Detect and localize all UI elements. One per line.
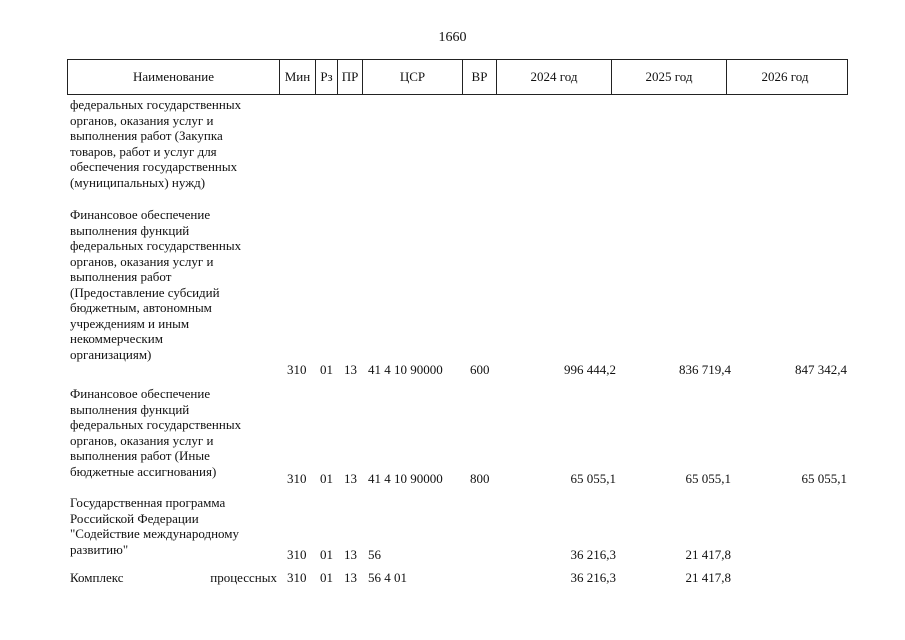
row-2024: 36 216,3 [570,570,616,585]
row-min: 310 [287,471,307,486]
row-2026: 65 055,1 [801,471,847,486]
header-vr: ВР [463,60,497,94]
row-csr: 41 4 10 90000 [368,471,443,486]
row-vr: 600 [470,362,490,377]
row-2024: 36 216,3 [570,547,616,562]
row-csr: 56 4 01 [368,570,407,585]
header-2024: 2024 год [497,60,612,94]
header-rz: Рз [316,60,338,94]
header-2026: 2026 год [761,69,809,84]
row-min: 310 [287,547,307,562]
row-2025: 21 417,8 [685,547,731,562]
row-2024: 65 055,1 [570,471,616,486]
row-name: Комплекс процессных [70,570,277,585]
row-vr: 800 [470,471,490,486]
row-2024: 996 444,2 [564,362,616,377]
row-rz: 01 [320,471,333,486]
row-2025: 65 055,1 [685,471,731,486]
row-min: 310 [287,570,307,585]
row-csr: 56 [368,547,381,562]
row-min: 310 [287,362,307,377]
row-pr: 13 [344,547,357,562]
row-rz: 01 [320,547,333,562]
header-min: Мин [280,60,316,94]
row-rz: 01 [320,362,333,377]
row-name: Государственная программа Российской Федерации "Содействие международному развитию" [70,495,240,557]
header-pr: ПР [338,60,363,94]
row-name: федеральных государственных органов, оказания услуг и выполнения работ (Закупка товаров, работ и услуг для обеспечения государственных (муниципальных) нужд) [70,97,242,190]
header-2025: 2025 год [612,60,727,94]
table-header [67,59,848,95]
row-pr: 13 [344,471,357,486]
row-2025: 836 719,4 [679,362,731,377]
row-2026: 847 342,4 [795,362,847,377]
header-csr: ЦСР [363,60,463,94]
row-rz: 01 [320,570,333,585]
row-name: Финансовое обеспечение выполнения функций федеральных государственных органов, оказания услуг и выполнения работ (Предоставление субсидий бюджетным, автономным учреждениям и иным некоммерческим организациям) [70,207,242,362]
page-number: 1660 [438,30,467,45]
row-name: Финансовое обеспечение выполнения функций федеральных государственных органов, оказания услуг и выполнения работ (Иные бюджетные ассигнования) [70,386,242,479]
row-2025: 21 417,8 [685,570,731,585]
row-pr: 13 [344,362,357,377]
row-csr: 41 4 10 90000 [368,362,443,377]
row-pr: 13 [344,570,357,585]
header-name: Наименование [68,60,280,94]
